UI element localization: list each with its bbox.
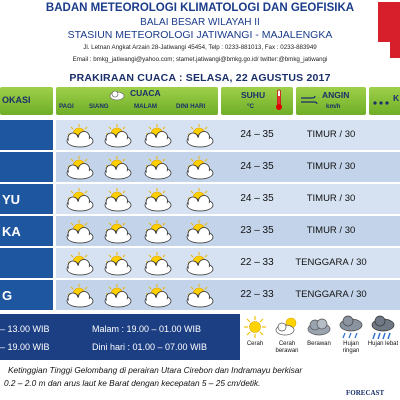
period-pagi: PAGI bbox=[59, 103, 74, 110]
location-cell bbox=[0, 280, 53, 310]
column-header-kelembapan bbox=[369, 87, 400, 115]
suhu-label: SUHU bbox=[241, 90, 266, 100]
location-cell bbox=[0, 216, 53, 246]
cloudy-sun-icon bbox=[182, 219, 218, 245]
forecast-row bbox=[0, 152, 400, 184]
kelembapan-label: K bbox=[393, 93, 400, 103]
cloudy-sun-icon bbox=[100, 251, 136, 277]
wind-value: TIMUR / 30 bbox=[306, 193, 356, 204]
lokasi-label: OKASI bbox=[2, 95, 31, 105]
logo-accent bbox=[390, 42, 400, 58]
cloudy-sun-icon bbox=[62, 219, 98, 245]
cloudy-sun-icon bbox=[100, 187, 136, 213]
cloudy-sun-icon bbox=[62, 187, 98, 213]
cuaca-label: CUACA bbox=[130, 88, 161, 98]
station-name: STASIUN METEOROLOGI JATIWANGI - MAJALENGKA bbox=[67, 29, 333, 41]
cloudy-sun-icon bbox=[100, 123, 136, 149]
suhu-unit: °C bbox=[247, 103, 254, 110]
period-malam: MALAM bbox=[134, 103, 158, 110]
wind-value: TENGGARA / 30 bbox=[295, 257, 367, 268]
time-legend bbox=[0, 314, 240, 360]
temperature-range: 22 – 33 bbox=[240, 257, 274, 268]
forecast-row bbox=[0, 280, 400, 312]
temperature-range: 24 – 35 bbox=[240, 161, 274, 172]
cloudy-sun-icon bbox=[182, 155, 218, 181]
contacts-line: Email : bmkg_jatiwangi@yahoo.com; stamet.jatiwangi@bmkg.go.id/ twitter:@bmkg_jatiwangi bbox=[72, 56, 328, 63]
bmkg-logo bbox=[378, 2, 400, 42]
legend-cerah: Cerah bbox=[246, 341, 264, 347]
legend-hujan-ringan: Hujan ringan bbox=[342, 341, 360, 354]
temperature-range: 22 – 33 bbox=[240, 289, 274, 300]
location-name: YU bbox=[2, 192, 21, 207]
period-dini-hari: DINI HARI bbox=[176, 103, 206, 110]
wind-value: TIMUR / 30 bbox=[306, 161, 356, 172]
droplets-icon bbox=[372, 94, 390, 112]
cloudy-sun-icon bbox=[182, 251, 218, 277]
address-line: Jl. Letnan Angkat Arzain 28-Jatiwangi 45454, Telp : 0233-881013, Fax : 0233-883949 bbox=[83, 44, 317, 51]
pagi-time: – 13.00 WIB bbox=[0, 324, 50, 334]
cloudy-sun-icon bbox=[62, 251, 98, 277]
location-cell bbox=[0, 152, 53, 182]
legend-berawan: Berawan bbox=[307, 341, 331, 347]
cloud-icon bbox=[304, 314, 334, 340]
thermometer-icon bbox=[275, 89, 283, 116]
cloudy-sun-icon bbox=[140, 219, 176, 245]
temperature-range: 23 – 35 bbox=[240, 225, 274, 236]
marine-notes bbox=[0, 361, 400, 400]
angin-label: ANGIN bbox=[322, 90, 350, 100]
forecast-row bbox=[0, 248, 400, 280]
location-name: G bbox=[2, 288, 13, 303]
column-header-angin bbox=[296, 87, 366, 115]
location-name: KA bbox=[2, 224, 21, 239]
cloudy-sun-icon bbox=[100, 283, 136, 309]
wind-value: TENGGARA / 30 bbox=[295, 289, 367, 300]
cloudy-sun-icon bbox=[182, 123, 218, 149]
cloudy-sun-icon bbox=[140, 283, 176, 309]
weather-legend bbox=[240, 314, 400, 360]
cloudy-sun-icon bbox=[62, 123, 98, 149]
legend-cerah-berawan: Cerah berawan bbox=[275, 341, 299, 354]
rain-light-icon bbox=[336, 314, 366, 340]
cloudy-sun-icon bbox=[62, 155, 98, 181]
forecast-row bbox=[0, 184, 400, 216]
angin-unit: km/h bbox=[326, 103, 341, 110]
office-name: BALAI BESAR WILAYAH II bbox=[140, 17, 260, 28]
wind-value: TIMUR / 30 bbox=[306, 225, 356, 236]
column-header-cuaca bbox=[56, 87, 218, 115]
wave-note-line1: Ketinggian Tinggi Gelombang di perairan Utara Cirebon dan Indramayu berkisar bbox=[8, 365, 303, 375]
location-cell bbox=[0, 248, 53, 278]
temperature-range: 24 – 35 bbox=[240, 129, 274, 140]
cloudy-sun-icon bbox=[140, 155, 176, 181]
rain-heavy-icon bbox=[368, 314, 398, 340]
legend-hujan-lebat: Hujan lebat bbox=[367, 341, 399, 347]
header bbox=[0, 0, 400, 72]
cloudy-sun-icon bbox=[182, 283, 218, 309]
wind-icon bbox=[300, 92, 318, 110]
siang-time: – 19.00 WIB bbox=[0, 342, 50, 352]
column-header-suhu bbox=[221, 87, 293, 115]
temperature-range: 24 – 35 bbox=[240, 193, 274, 204]
sun-icon bbox=[240, 314, 270, 340]
forecast-title: PRAKIRAAN CUACA : SELASA, 22 AGUSTUS 2017 bbox=[69, 72, 331, 84]
cloudy-sun-icon bbox=[140, 187, 176, 213]
wind-value: TIMUR / 30 bbox=[306, 129, 356, 140]
agency-name: BADAN METEOROLOGI KLIMATOLOGI DAN GEOFISIKA bbox=[45, 2, 355, 14]
cloudy-sun-icon bbox=[100, 219, 136, 245]
forecast-row bbox=[0, 216, 400, 248]
cloudy-sun-icon bbox=[100, 155, 136, 181]
cloudy-sun-icon bbox=[182, 187, 218, 213]
cloudy-sun-icon bbox=[62, 283, 98, 309]
location-cell bbox=[0, 120, 53, 150]
wave-note-line2: 0.2 – 2.0 m dan arus laut ke Barat dengan kecepatan 5 – 25 cm/detik. bbox=[4, 378, 261, 388]
malam-time: Malam : 19.00 – 01.00 WIB bbox=[92, 324, 202, 334]
sun-cloud-icon bbox=[272, 314, 302, 340]
period-siang: SIANG bbox=[89, 103, 109, 110]
dini-time: Dini hari : 01.00 – 07.00 WIB bbox=[92, 342, 208, 352]
location-cell bbox=[0, 184, 53, 214]
forecast-row bbox=[0, 120, 400, 152]
column-header-lokasi bbox=[0, 87, 53, 115]
cloudy-sun-icon bbox=[140, 123, 176, 149]
cloudy-sun-icon bbox=[140, 251, 176, 277]
cloud-icon bbox=[108, 88, 126, 106]
forecast-tag: FORECAST bbox=[346, 389, 385, 397]
